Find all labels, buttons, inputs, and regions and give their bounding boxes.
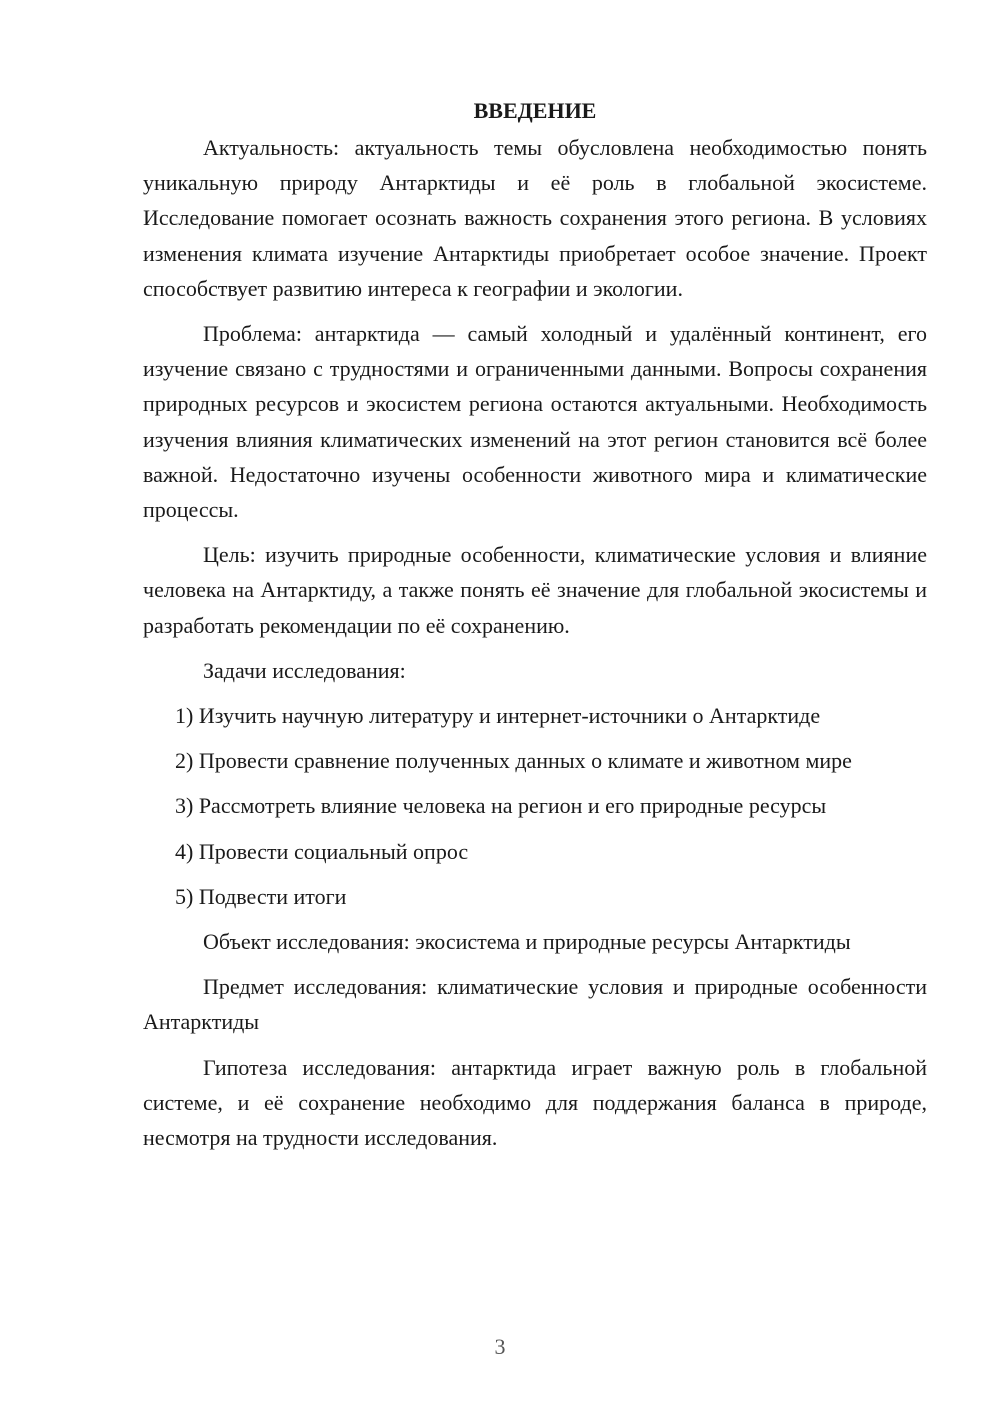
- object-paragraph: Объект исследования: экосистема и природные ресурсы Антарктиды: [203, 929, 851, 955]
- task-item: 4) Провести социальный опрос: [175, 838, 469, 864]
- section-title: ВВЕДЕНИЕ: [473, 98, 597, 123]
- task-item: 3) Рассмотреть влияние человека на регион и его природные ресурсы: [175, 793, 827, 819]
- task-item: 5) Подвести итоги: [175, 883, 347, 909]
- hypothesis-paragraph: Гипотеза исследования: антарктида играет важную роль в глобальной системе, и её сохранение необходимо для поддержания баланса в природе, несмотря на трудности исследования.: [143, 1054, 927, 1151]
- tasks-heading: Задачи исследования:: [203, 657, 406, 683]
- subject-paragraph: Предмет исследования: климатические условия и природные особенности Антарктиды: [143, 974, 927, 1035]
- page-number: 3: [494, 1334, 506, 1359]
- relevance-paragraph: Актуальность: актуальность темы обусловлена необходимостью понять уникальную природу Антарктиды и её роль в глобальной экосистеме. Исследование помогает осознать важность сохранения этого региона. В условиях изменения климата изучение Антарктиды приобретает особое значение. Проект способствует развитию интереса к географии и экологии.: [143, 135, 927, 301]
- task-item: 2) Провести сравнение полученных данных о климате и животном мире: [175, 748, 852, 774]
- goal-paragraph: Цель: изучить природные особенности, климатические условия и влияние человека на Антарктиду, а также понять её значение для глобальной экосистемы и разработать рекомендации по её сохранению.: [143, 542, 927, 638]
- task-item: 1) Изучить научную литературу и интернет-источники о Антарктиде: [175, 703, 821, 729]
- document-page: [143, 96, 927, 1165]
- problem-paragraph: Проблема: антарктида — самый холодный и удалённый континент, его изучение связано с трудностями и ограниченными данными. Вопросы сохранения природных ресурсов и экосистем региона остаются актуальными. Необходимость изучения влияния климатических изменений на этот регион становится всё более важной. Недостаточно изучены особенности животного мира и климатические процессы.: [143, 321, 927, 523]
